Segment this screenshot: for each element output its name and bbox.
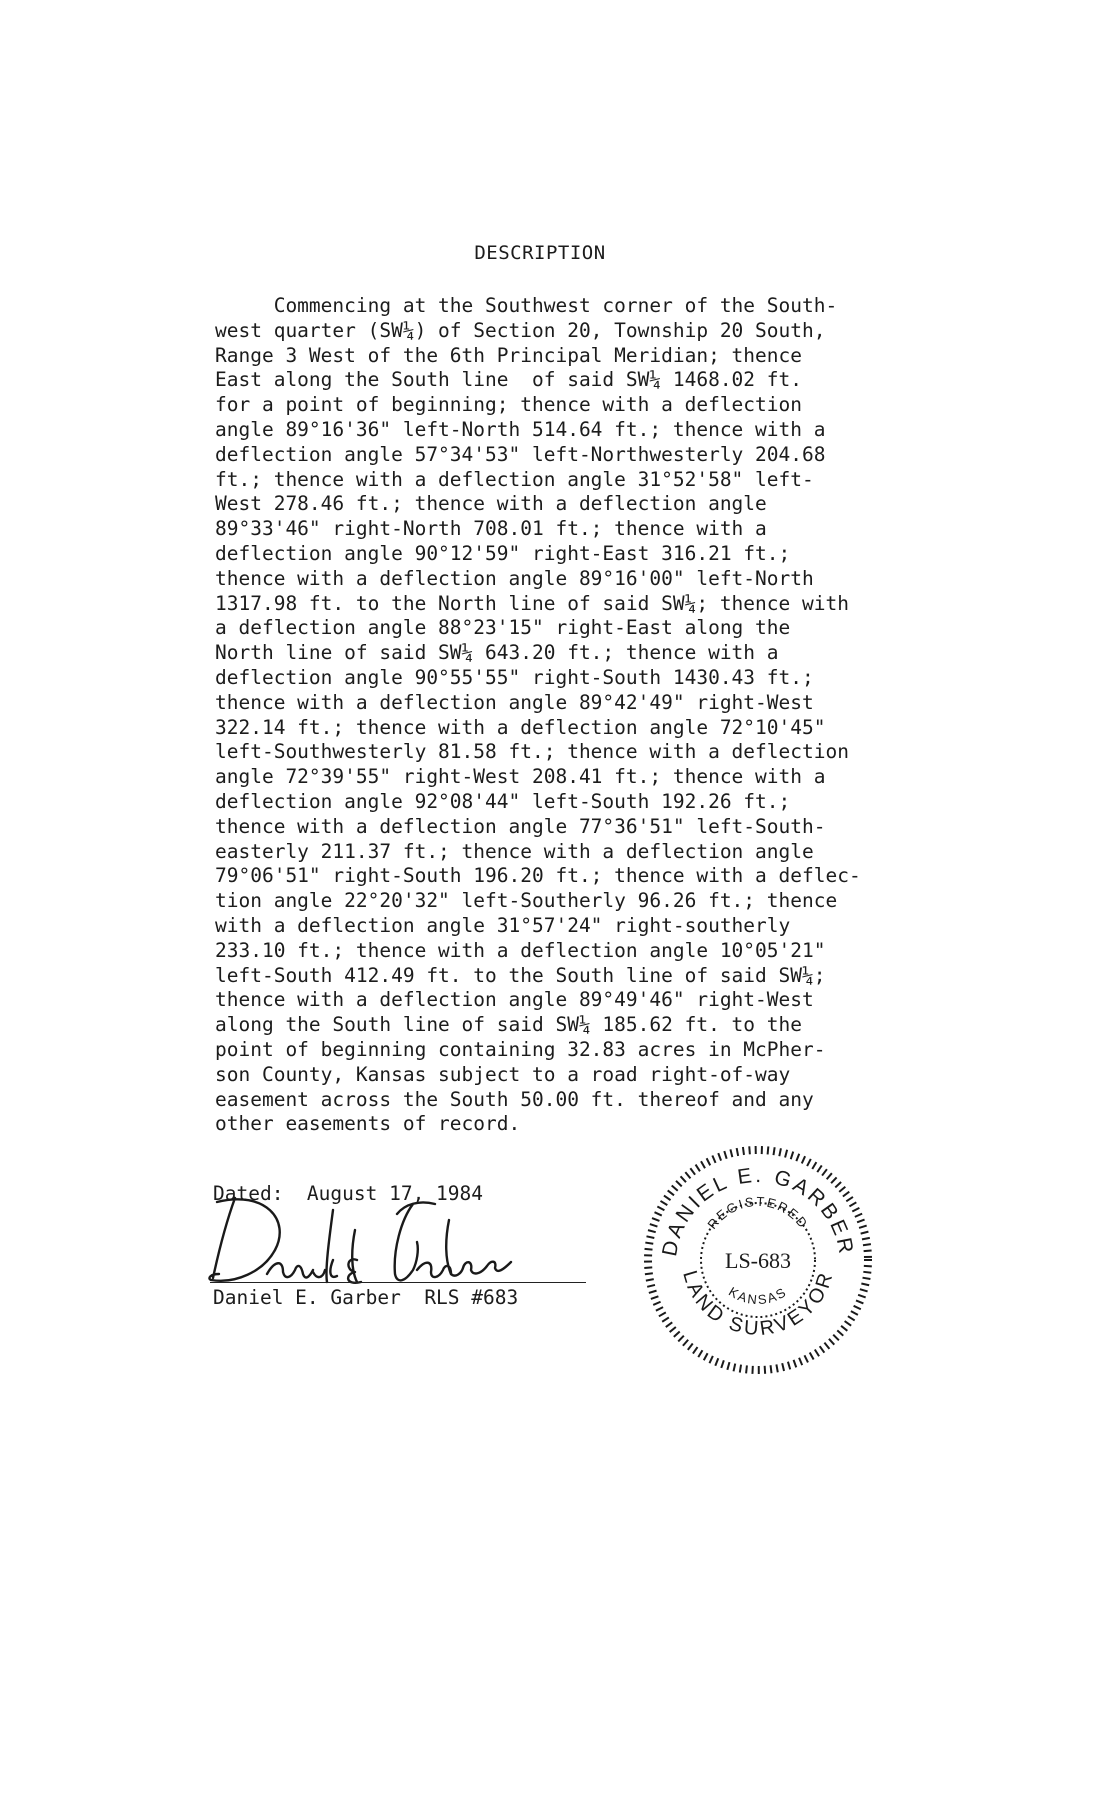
seal-tick [827,1173,832,1179]
description-line: angle 72°39'55" right-West 208.41 ft.; thence with a [215,765,826,789]
seal-tick [820,1346,825,1353]
svg-text:REGISTERED [704,1194,811,1232]
description-line: deflection angle 90°55'55" right-South 1430.43 ft.; [215,665,814,689]
description-line: left-South 412.49 ft. to the South line of said SW¼; [215,963,826,987]
seal-tick [863,1244,871,1245]
description-line: easement across the South 50.00 ft. thereof and any [215,1087,814,1111]
seal-tick [768,1146,769,1154]
seal-tick [707,1158,711,1165]
seal-tick [696,1165,700,1172]
description-line: thence with a deflection angle 89°42'49" right-West [215,690,814,714]
seal-tick [718,1153,721,1160]
surveyor-seal [638,1140,878,1380]
seal-tick [651,1296,659,1299]
seal-tick [648,1230,656,1232]
seal-tick [831,1177,837,1183]
description-line: 322.14 ft.; thence with a deflection angle 72°10'45" [215,715,826,739]
seal-tick [858,1295,866,1298]
seal-tick [861,1232,869,1234]
seal-tick [749,1146,750,1154]
seal-tick [791,1152,793,1160]
seal-tick [824,1343,829,1349]
seal-tick [666,1322,672,1327]
description-line: deflection angle 57°34'53" left-Northwesterly 204.68 [215,442,826,466]
document-title: DESCRIPTION [474,242,606,264]
seal-tick [771,1365,772,1373]
description-line: 233.10 ft.; thence with a deflection angle 10°05'21" [215,938,826,962]
seal-tick [817,1165,821,1172]
description-line: 1317.98 ft. to the North line of said SW¼; thence with [215,591,849,615]
description-line: tion angle 22°20'32" left-Southerly 96.26 ft.; thence [215,889,838,913]
seal-tick [688,1344,693,1350]
seal-tick [843,1192,849,1197]
seal-tick [664,1196,671,1201]
seal-tick [685,1172,690,1178]
seal-tick [852,1208,859,1212]
description-line: thence with a deflection angle 89°16'00" left-North [215,566,814,590]
seal-tick [652,1218,659,1221]
seal-tick [674,1331,680,1336]
description-line: along the South line of said SW¼ 185.62 ft. to the [215,1013,802,1037]
seal-tick [672,1186,678,1191]
description-line: deflection angle 92°08'44" left-South 192.26 ft.; [215,789,791,813]
seal-tick [810,1353,814,1360]
seal-tick [835,1182,841,1187]
seal-tick [645,1243,653,1244]
seal-state-text: KANSAS [726,1283,790,1308]
seal-tick [860,1289,868,1291]
seal-tick [681,1176,686,1182]
seal-tick [656,1307,663,1311]
signature-line [210,1282,586,1283]
seal-tick [812,1162,816,1169]
seal-tick [829,1339,834,1345]
seal-tick [645,1273,653,1274]
seal-tick [646,1236,654,1238]
seal-tick [721,1360,724,1368]
description-line: point of beginning containing 32.83 acres in McPher- [215,1037,826,1061]
description-line: easterly 211.37 ft.; thence with a deflection angle [215,839,814,863]
seal-tick [715,1358,718,1365]
description-line: angle 89°16'36" left-North 514.64 ft.; thence with a [215,417,826,441]
seal-tick [647,1285,655,1287]
seal-tick [855,1214,862,1217]
seal-tick [670,1327,676,1332]
seal-tick [807,1159,811,1166]
seal-tick [833,1335,839,1341]
seal-tick [854,1306,861,1309]
description-line: 89°33'46" right-North 708.01 ft.; thence with a [215,517,767,541]
seal-tick [799,1358,802,1365]
description-line: East along the South line of said SW¼ 1468.02 ft. [215,368,802,392]
seal-tick [690,1168,695,1174]
seal-tick [662,1317,669,1321]
seal-tick [704,1353,708,1360]
seal-tick [734,1364,736,1372]
seal-tick [859,1226,867,1228]
seal-tick [804,1355,808,1362]
seal-tick [773,1147,774,1155]
seal-tick [740,1365,741,1373]
seal-tick [655,1212,662,1215]
description-line: for a point of beginning; thence with a deflection [215,393,802,417]
description-line: a deflection angle 88°23'15" right-East along the [215,616,791,640]
seal-tick [857,1220,864,1223]
seal-tick [822,1169,827,1175]
seal-tick [851,1311,858,1315]
seal-tick [765,1366,766,1374]
description-line: left-Southwesterly 81.58 ft.; thence with a deflection [215,740,849,764]
description-line: ft.; thence with a deflection angle 31°52'58" left- [215,467,814,491]
seal-tick [724,1151,726,1159]
description-line: North line of said SW¼ 643.20 ft.; thence with a [215,641,779,665]
description-line: west quarter (SW¼) of Section 20, Township 20 South, [215,318,826,342]
seal-tick [863,1272,871,1273]
seal-tick [649,1291,657,1293]
seal-tick [782,1363,784,1371]
description-line: thence with a deflection angle 89°49'46" right-West [215,988,814,1012]
seal-tick [676,1181,682,1187]
seal-tick [779,1148,781,1156]
seal-tick [864,1250,872,1251]
svg-text:KANSAS [726,1284,790,1307]
description-line: deflection angle 90°12'59" right-East 316.21 ft.; [215,541,791,565]
seal-tick [743,1147,744,1155]
seal-tick [668,1190,674,1195]
seal-tick [856,1300,863,1303]
seal-tick [746,1365,747,1373]
seal-tick [646,1279,654,1280]
seal-tick [693,1347,698,1354]
description-line: Commencing at the Southwest corner of the South- [215,294,838,317]
seal-tick [701,1161,705,1168]
seal-tick [861,1283,869,1285]
description-line: other easements of record. [215,1112,521,1136]
seal-top-text: DANIEL E. GARBER [658,1163,858,1259]
seal-tick [837,1330,843,1335]
seal-tick [841,1326,847,1331]
seal-bottom-text: LAND SURVEYOR [678,1267,838,1341]
description-line: 79°06'51" right-South 196.20 ft.; thence with a deflec- [215,864,861,888]
seal-tick [776,1364,777,1372]
signer-name: Daniel E. Garber RLS #683 [213,1286,519,1309]
seal-tick [848,1316,855,1320]
seal-tick [712,1156,715,1163]
seal-tick [709,1356,712,1363]
seal-tick [785,1150,787,1158]
seal-tick [862,1238,870,1240]
seal-tick [653,1302,660,1305]
seal-registered-text: REGISTERED [704,1193,812,1232]
seal-tick [815,1349,819,1356]
seal-tick [683,1340,688,1346]
seal-tick [727,1362,729,1370]
seal-tick [794,1360,797,1368]
seal-tick [802,1156,805,1163]
seal-tick [659,1312,666,1316]
seal-tick [845,1321,852,1326]
seal-tick [644,1267,652,1268]
description-line: Range 3 West of the 6th Principal Meridian; thence [215,343,802,367]
seal-tick [698,1350,702,1357]
seal-tick [796,1154,799,1161]
description-line: with a deflection angle 31°57'24" right-southerly [215,913,791,937]
seal-tick [645,1249,653,1250]
seal-tick [657,1206,664,1210]
description-line: thence with a deflection angle 77°36'51" left-South- [215,814,826,838]
seal-tick [678,1336,684,1342]
seal-tick [650,1224,658,1227]
seal-tick [846,1197,853,1201]
handwritten-signature [205,1190,525,1290]
description-line: West 278.46 ft.; thence with a deflection angle [215,492,767,516]
seal-tick [839,1187,845,1192]
seal-tick [660,1201,667,1205]
seal-license-number: LS-683 [725,1248,791,1273]
seal-tick [849,1202,856,1206]
legal-description [215,294,915,1137]
seal-tick [730,1149,732,1157]
seal-tick [737,1148,738,1156]
dated-line: Dated: August 17, 1984 [213,1182,484,1205]
seal-tick [863,1278,871,1279]
seal-tick [788,1362,790,1370]
description-line: son County, Kansas subject to a road right-of-way [215,1062,791,1086]
